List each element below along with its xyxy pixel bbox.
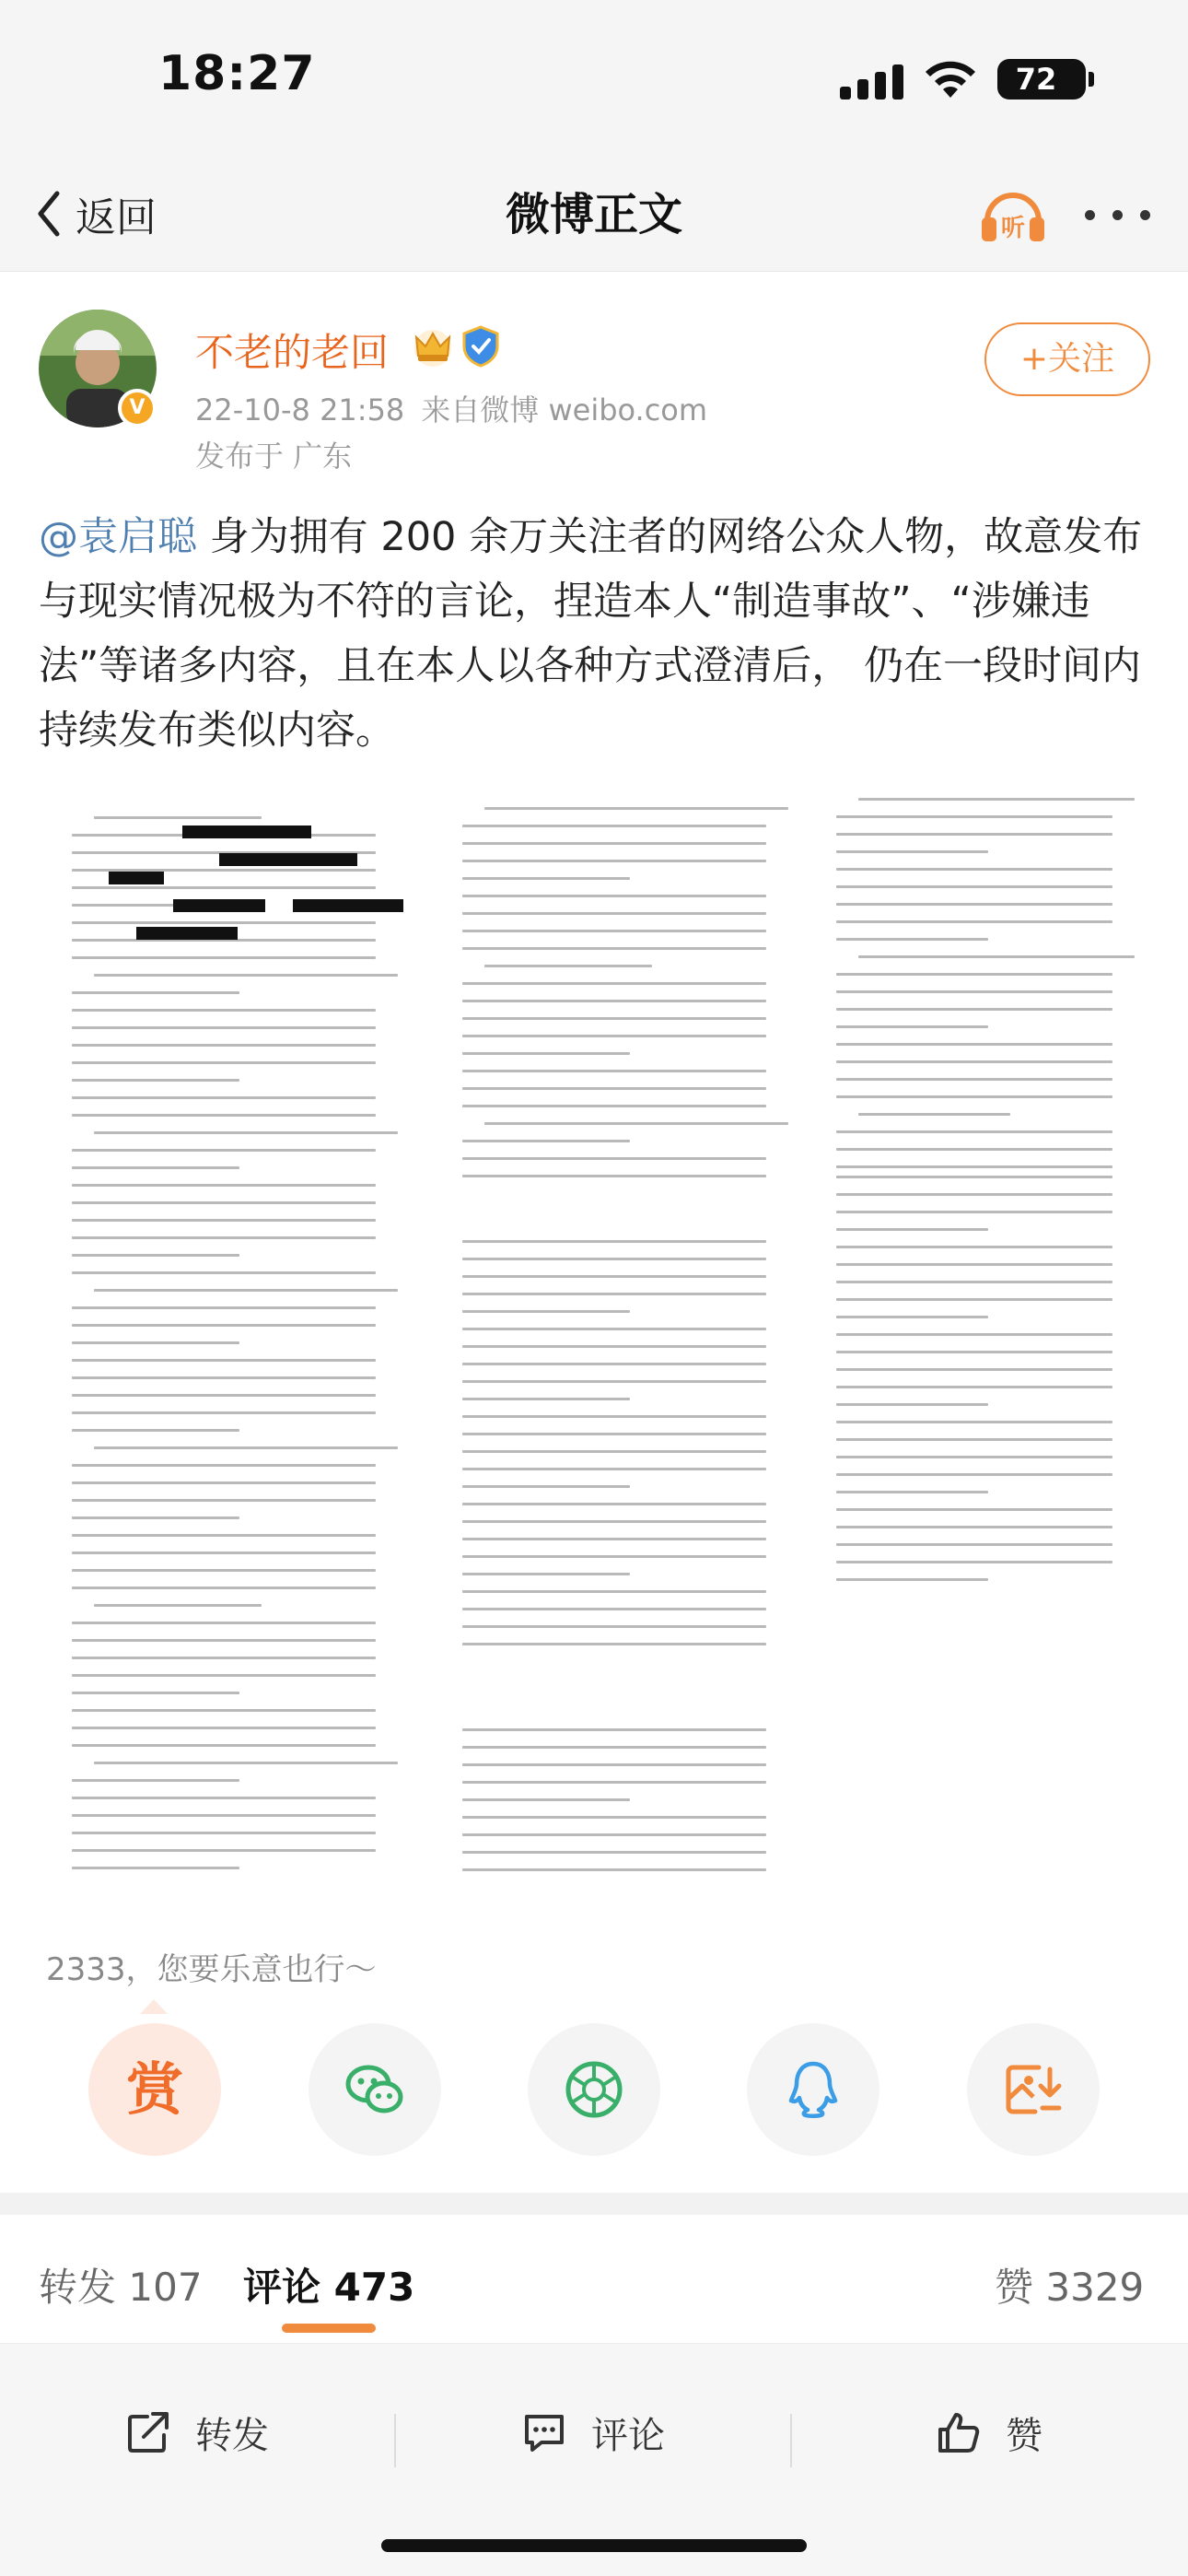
document-text-line [462, 1240, 766, 1243]
save-image-icon [1000, 2056, 1066, 2123]
document-text-line [462, 947, 766, 950]
document-text-line [836, 1561, 1112, 1563]
document-text-line [836, 850, 988, 853]
document-text-line [72, 1429, 239, 1432]
document-text-line [858, 798, 1135, 801]
document-redaction [109, 872, 164, 884]
svg-text:听: 听 [1000, 215, 1026, 242]
document-text-line [836, 1130, 1112, 1133]
document-text-line [462, 1345, 766, 1348]
document-text-line [94, 1762, 398, 1764]
document-text-line [836, 1351, 1112, 1353]
document-text-line [72, 1236, 376, 1239]
document-text-line [72, 1306, 376, 1309]
document-text-line [72, 1797, 376, 1799]
document-text-line [72, 1394, 376, 1397]
document-text-line [836, 1386, 1112, 1388]
crown-icon[interactable] [411, 326, 455, 367]
document-text-line [836, 1491, 988, 1493]
document-text-line [484, 1122, 788, 1125]
document-text-line [462, 1052, 630, 1055]
document-text-line [836, 920, 1112, 923]
document-text-line [72, 1499, 376, 1502]
document-text-line [836, 973, 1112, 976]
document-redaction [173, 899, 265, 912]
post-location: 发布于 广东 [195, 439, 353, 474]
document-text-line [462, 825, 766, 827]
battery-level: 72 [1015, 62, 1057, 97]
post-image[interactable] [39, 779, 1149, 1922]
wechat-icon [342, 2056, 408, 2123]
mention-link[interactable]: @袁启聪 [39, 514, 197, 560]
document-text-line [836, 1316, 988, 1318]
document-text-line [462, 1328, 766, 1330]
reward-text: 2333，您要乐意也行～ [46, 1951, 377, 1988]
post-meta [195, 387, 707, 429]
document-text-line [94, 1446, 398, 1449]
document-text-line [72, 1832, 376, 1834]
document-text-line [836, 1211, 1112, 1213]
page-title: 微博正文 [505, 189, 682, 240]
document-text-line [94, 816, 262, 819]
battery-tip [1089, 72, 1094, 87]
tab-likes-label: 赞 [995, 2265, 1034, 2310]
document-text-line [72, 956, 376, 959]
document-text-line [72, 1744, 376, 1747]
document-text-line [462, 1310, 630, 1313]
tab-likes-count: 3329 [1045, 2265, 1145, 2310]
document-text-line [72, 1727, 376, 1729]
document-text-line [836, 1078, 1112, 1081]
document-redaction [293, 899, 403, 912]
comment-label: 评论 [591, 2414, 665, 2457]
post-body: 身为拥有 200 余万关注者的网络公众人物，故意发布与现实情况极为不符的言论，捏造本人“制造事故”、“涉嫌违法”等诸多内容，且在本人以各种方式澄清后， 仍在一段时间内持续发布类似内容。 [39, 514, 1143, 754]
battery-icon [997, 59, 1086, 100]
document-text-line [836, 1025, 988, 1028]
share-moments-button[interactable] [528, 2023, 660, 2156]
document-text-line [462, 842, 766, 845]
document-text-line [72, 1779, 239, 1782]
listen-icon[interactable] [978, 181, 1048, 251]
status-time: 18:27 [158, 46, 316, 101]
document-text-line [462, 930, 766, 932]
document-text-line [836, 1176, 1112, 1178]
document-text-line [836, 1333, 1112, 1336]
document-text-line [462, 1503, 766, 1505]
author-name[interactable]: 不老的老回 [195, 330, 390, 375]
document-text-line [72, 1201, 376, 1204]
document-text-line [72, 886, 376, 889]
document-text-line [72, 1587, 376, 1589]
document-text-line [836, 1263, 1112, 1266]
document-text-line [836, 1473, 1112, 1476]
document-text-line [72, 1411, 376, 1414]
document-text-line [462, 1798, 630, 1801]
document-text-line [836, 833, 1112, 836]
comment-icon [521, 2409, 567, 2455]
document-text-line [72, 1341, 239, 1344]
document-text-line [836, 1421, 1112, 1423]
wifi-icon [921, 55, 980, 101]
document-text-line [72, 1849, 376, 1852]
tab-reposts[interactable] [39, 2257, 203, 2313]
document-text-line [462, 1258, 766, 1260]
document-text-line [836, 938, 988, 941]
tab-comments[interactable] [243, 2257, 414, 2313]
document-text-line [462, 1590, 766, 1593]
document-text-line [462, 1520, 766, 1523]
document-text-line [72, 1622, 376, 1624]
document-text-line [462, 1538, 766, 1540]
document-text-line [836, 1246, 1112, 1248]
chevron-left-icon [29, 186, 70, 241]
document-text-line [836, 885, 1112, 888]
document-text-line [462, 1140, 630, 1142]
document-text-line [462, 895, 766, 897]
document-text-line [836, 1578, 988, 1581]
document-text-line [462, 1175, 766, 1177]
document-text-line [94, 1131, 398, 1134]
document-text-line [72, 1814, 376, 1817]
document-text-line [836, 1060, 1112, 1063]
document-text-line [462, 1017, 766, 1020]
document-text-line [72, 1464, 376, 1467]
document-text-line [462, 1105, 766, 1107]
document-text-line [462, 1573, 630, 1575]
post-date: 22-10-8 21:58 [195, 392, 405, 427]
document-text-line [72, 1359, 376, 1362]
document-text-line [462, 1625, 766, 1628]
comment-button[interactable] [521, 2395, 665, 2469]
save-image-button[interactable] [967, 2023, 1100, 2156]
document-text-line [72, 921, 376, 924]
like-label: 赞 [1006, 2414, 1042, 2457]
document-text-line [462, 1433, 766, 1435]
document-text-line [462, 1833, 766, 1836]
back-label: 返回 [76, 194, 157, 241]
reward-pointer [140, 1999, 168, 2014]
document-text-line [462, 1398, 630, 1400]
document-text-line [836, 1543, 1112, 1546]
share-qq-button[interactable] [747, 2023, 879, 2156]
document-text-line [72, 1692, 239, 1694]
document-text-line [72, 1534, 376, 1537]
section-divider [0, 2193, 1188, 2215]
document-redaction [182, 825, 311, 838]
document-text-line [94, 974, 398, 977]
document-text-line [462, 1468, 766, 1470]
document-text-line [72, 1324, 376, 1327]
document-text-line [72, 1481, 376, 1484]
document-text-line [836, 1043, 1112, 1046]
stats-tabs [0, 2215, 1188, 2344]
document-text-line [836, 815, 1112, 818]
thumbs-up-icon [936, 2409, 982, 2455]
document-text-line [836, 1165, 1112, 1168]
document-text-line [462, 1157, 766, 1160]
document-text-line [462, 1380, 766, 1383]
document-text-line [72, 1114, 376, 1117]
moments-icon [561, 2056, 627, 2123]
tab-comments-label: 评论 [243, 2265, 321, 2310]
document-text-line [72, 1061, 376, 1064]
document-text-line [462, 1746, 766, 1749]
document-text-line [462, 1781, 766, 1784]
document-text-line [484, 965, 652, 967]
repost-label: 转发 [195, 2414, 269, 2457]
document-text-line [462, 1087, 766, 1090]
document-text-line [72, 1674, 376, 1677]
document-text-line [72, 1271, 376, 1274]
tab-active-indicator [282, 2324, 376, 2333]
document-text-line [836, 1281, 1112, 1283]
tab-reposts-count: 107 [128, 2265, 203, 2310]
document-text-line [836, 1438, 1112, 1441]
document-text-line [72, 1709, 376, 1712]
tab-comments-count: 473 [333, 2265, 415, 2310]
document-text-line [462, 877, 630, 880]
document-text-line [72, 1516, 239, 1519]
document-text-line [72, 1254, 239, 1257]
document-text-line [462, 1608, 766, 1610]
document-text-line [462, 1293, 766, 1295]
reward-button[interactable] [88, 2023, 221, 2156]
document-text-line [484, 807, 788, 810]
divider [790, 2414, 792, 2467]
document-text-line [72, 1096, 376, 1099]
repost-icon [125, 2409, 171, 2455]
reward-icon: 赏 [125, 2055, 183, 2123]
document-text-line [72, 1219, 376, 1222]
document-text-line [836, 1526, 1112, 1528]
document-text-line [462, 1485, 630, 1488]
follow-button[interactable]: +关注 [984, 322, 1150, 396]
document-text-line [462, 1555, 766, 1558]
document-text-line [836, 1148, 1112, 1151]
document-text-line [462, 1000, 766, 1002]
document-text-line [462, 1070, 766, 1072]
back-button[interactable] [29, 177, 157, 251]
document-text-line [462, 982, 766, 985]
document-text-line [94, 1604, 262, 1607]
document-text-line [72, 1867, 239, 1869]
nav-bar [0, 157, 1188, 272]
document-text-line [462, 1035, 766, 1037]
share-wechat-button[interactable] [309, 2023, 441, 2156]
document-text-line [836, 1508, 1112, 1511]
status-bar [0, 0, 1188, 157]
document-text-line [462, 1450, 766, 1453]
document-text-line [462, 1643, 766, 1645]
document-text-line [462, 1851, 766, 1854]
document-text-line [836, 990, 1112, 993]
document-text-line [72, 1026, 376, 1029]
divider [394, 2414, 396, 2467]
document-text-line [836, 1008, 1112, 1011]
document-redaction [136, 927, 238, 940]
document-text-line [462, 1763, 766, 1766]
document-text-line [94, 1289, 398, 1292]
document-text-line [72, 1166, 239, 1169]
post-source: 来自微博 weibo.com [421, 392, 708, 427]
document-text-line [836, 1456, 1112, 1458]
document-text-line [836, 1403, 988, 1406]
document-text-line [462, 912, 766, 915]
tab-likes[interactable] [995, 2257, 1144, 2313]
shield-icon[interactable] [460, 324, 501, 369]
home-indicator [381, 2539, 807, 2552]
document-text-line [462, 1415, 766, 1418]
document-text-line [836, 903, 1112, 906]
document-text-line [72, 1149, 376, 1152]
document-text-line [836, 1228, 988, 1231]
document-text-line [72, 1079, 239, 1082]
document-text-line [462, 860, 766, 862]
document-text-line [462, 1816, 766, 1819]
document-text-line [462, 1868, 766, 1871]
share-row [0, 2023, 1188, 2161]
document-text-line [72, 991, 239, 994]
qq-icon [780, 2056, 846, 2123]
document-text-line [836, 868, 1112, 871]
signal-icon [840, 63, 906, 100]
verified-badge: V [118, 389, 157, 427]
document-text-line [462, 1728, 766, 1731]
repost-button[interactable] [125, 2395, 269, 2469]
document-text-line [72, 1376, 376, 1379]
more-icon[interactable] [1085, 205, 1153, 227]
document-text-line [836, 1298, 1112, 1301]
document-text-line [836, 1193, 1112, 1196]
document-text-line [72, 1044, 376, 1047]
post-text [39, 505, 1153, 763]
document-text-line [462, 1363, 766, 1365]
document-text-line [836, 1368, 1112, 1371]
document-text-line [72, 1639, 376, 1642]
document-text-line [462, 1275, 766, 1278]
document-text-line [72, 1569, 376, 1572]
document-text-line [858, 955, 1135, 958]
tab-reposts-label: 转发 [39, 2265, 117, 2310]
document-text-line [858, 1113, 1010, 1116]
document-text-line [72, 1184, 376, 1187]
document-text-line [72, 1551, 376, 1554]
document-text-line [72, 1657, 376, 1659]
document-text-line [72, 1009, 376, 1012]
document-redaction [219, 853, 357, 866]
like-button[interactable] [936, 2395, 1042, 2469]
document-text-line [836, 1095, 1112, 1098]
